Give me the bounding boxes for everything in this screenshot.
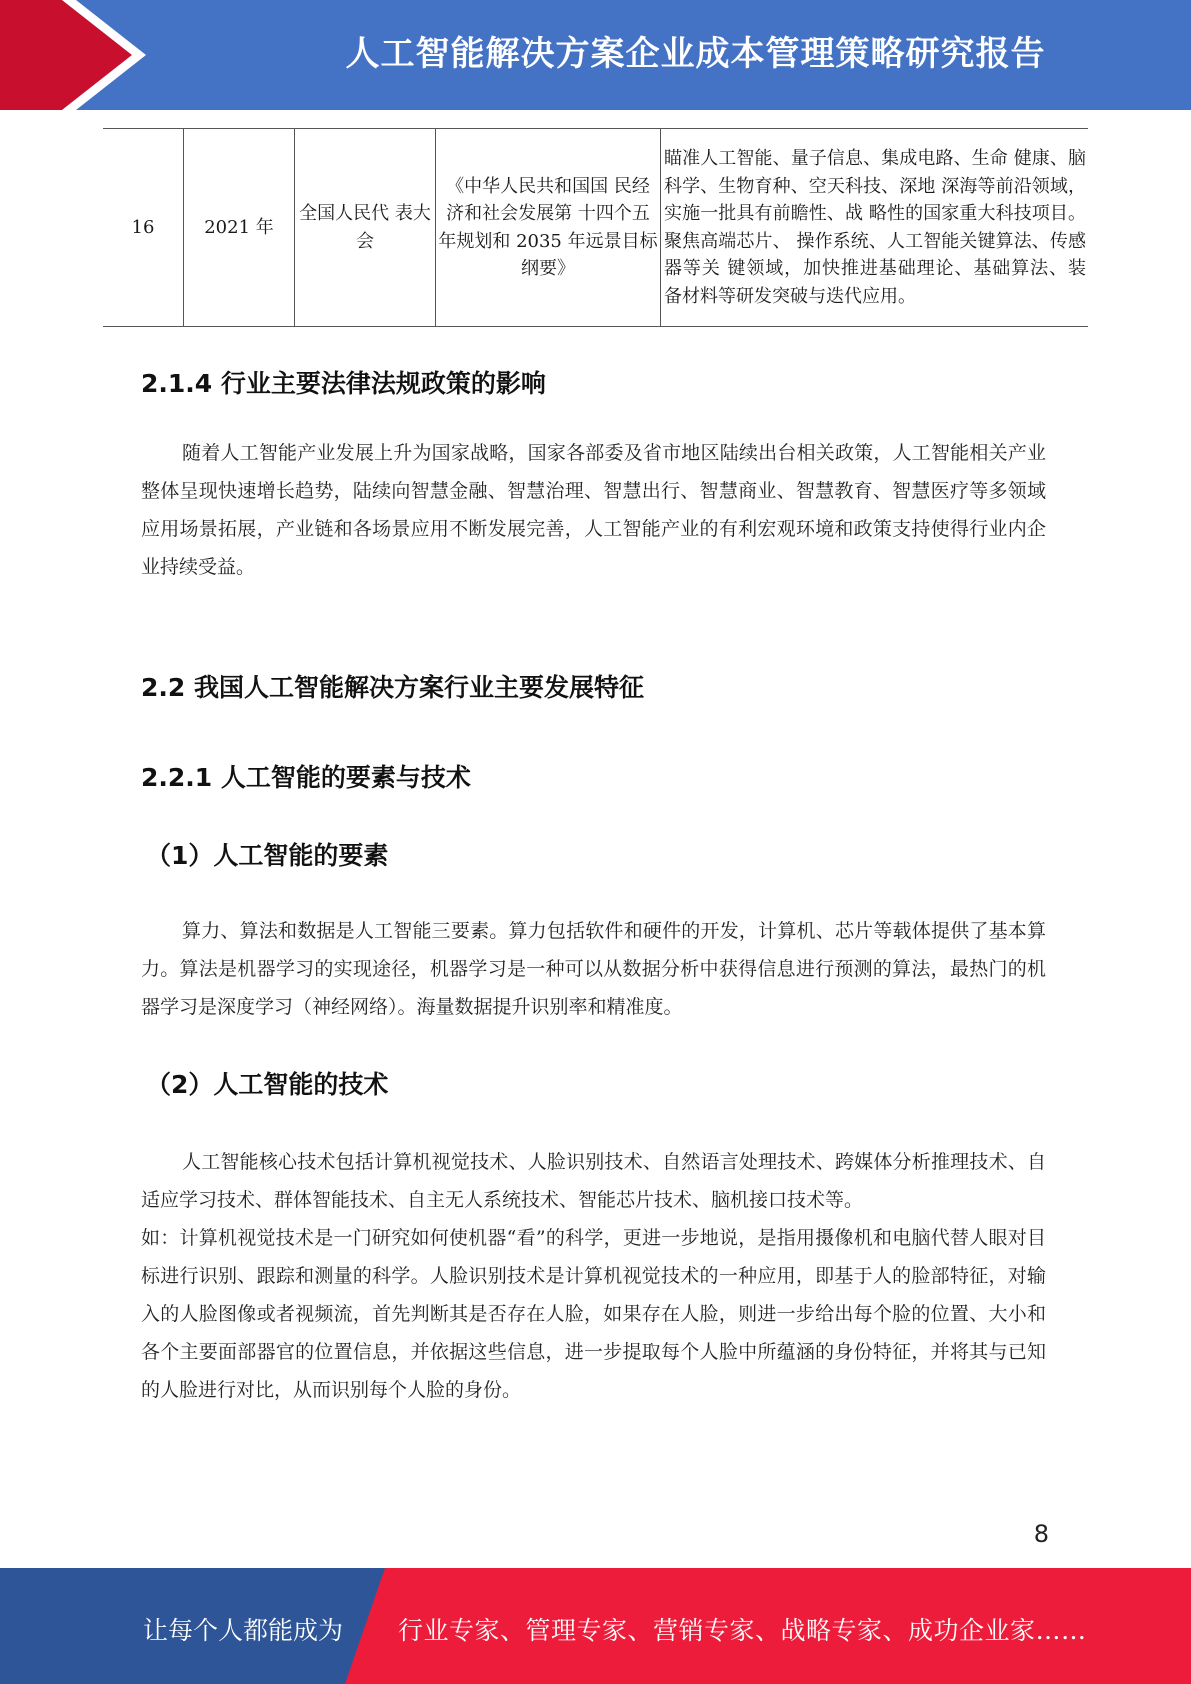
- header-arrow-decoration: [0, 0, 160, 110]
- technology-paragraph-1: 人工智能核心技术包括计算机视觉技术、人脸识别技术、自然语言处理技术、跨媒体分析推理技术、自适应学习技术、群体智能技术、自主无人系统技术、智能芯片技术、脑机接口技术等。: [141, 1151, 1046, 1211]
- section-heading-2-2-1: 2.2.1 人工智能的要素与技术: [141, 763, 471, 792]
- cell-number: 16: [103, 129, 184, 327]
- report-title: 人工智能解决方案企业成本管理策略研究报告: [345, 34, 1046, 74]
- page-number: 8: [1033, 1520, 1049, 1548]
- cell-year: 2021 年: [184, 129, 295, 327]
- table-row: [103, 129, 1088, 327]
- page-header: [0, 0, 1191, 110]
- section-heading-2-1-4: 2.1.4 行业主要法律法规政策的影响: [141, 369, 546, 398]
- policy-table: [103, 128, 1088, 327]
- section-heading-2-2: 2.2 我国人工智能解决方案行业主要发展特征: [141, 673, 644, 702]
- elements-paragraph: 算力、算法和数据是人工智能三要素。算力包括软件和硬件的开发，计算机、芯片等载体提供了基本算力。算法是机器学习的实现途径，机器学习是一种可以从数据分析中获得信息进行预测的算法，最热门的机器学习是深度学习（神经网络）。海量数据提升识别率和精准度。: [141, 920, 1046, 1018]
- technology-paragraph-2: 如：计算机视觉技术是一门研究如何使机器“看”的科学，更进一步地说，是指用摄像机和电脑代替人眼对目标进行识别、跟踪和测量的科学。人脸识别技术是计算机视觉技术的一种应用，即基于人的脸部特征，对输入的人脸图像或者视频流，首先判断其是否存在人脸，如果存在人脸，则进一步给出每个脸的位置、大小和各个主要面部器官的位置信息，并依据这些信息，进一步提取每个人脸中所蕴涵的身份特征，并将其与已知的人脸进行对比，从而识别每个人脸的身份。: [141, 1227, 1046, 1401]
- subheading-technology: （2）人工智能的技术: [146, 1070, 389, 1099]
- cell-content: 瞄准人工智能、量子信息、集成电路、生命 健康、脑科学、生物育种、空天科技、深地 深海等前沿领域，实施一批具有前瞻性、战 略性的国家重大科技项目。聚焦高端芯片、 操作系统、人工智能关键算法、传感器等关 键领域，加快推进基础理论、基础算法、装 备材料等研发突破与迭代应用。: [661, 129, 1089, 327]
- footer-slogan-right: 行业专家、管理专家、营销专家、战略专家、成功企业家……: [398, 1616, 1087, 1645]
- page-footer: [0, 1568, 1191, 1684]
- footer-slogan-left: 让每个人都能成为: [143, 1616, 344, 1645]
- cell-document: 《中华人民共和国国 民经济和社会发展第 十四个五年规划和 2035 年远景目标纲要》: [436, 129, 661, 327]
- cell-issuer: 全国人民代 表大会: [295, 129, 436, 327]
- subheading-elements: （1）人工智能的要素: [146, 841, 389, 870]
- section-2-1-4-paragraph: 随着人工智能产业发展上升为国家战略，国家各部委及省市地区陆续出台相关政策，人工智能相关产业整体呈现快速增长趋势，陆续向智慧金融、智慧治理、智慧出行、智慧商业、智慧教育、智慧医疗等多领域应用场景拓展，产业链和各场景应用不断发展完善，人工智能产业的有利宏观环境和政策支持使得行业内企业持续受益。: [141, 442, 1046, 578]
